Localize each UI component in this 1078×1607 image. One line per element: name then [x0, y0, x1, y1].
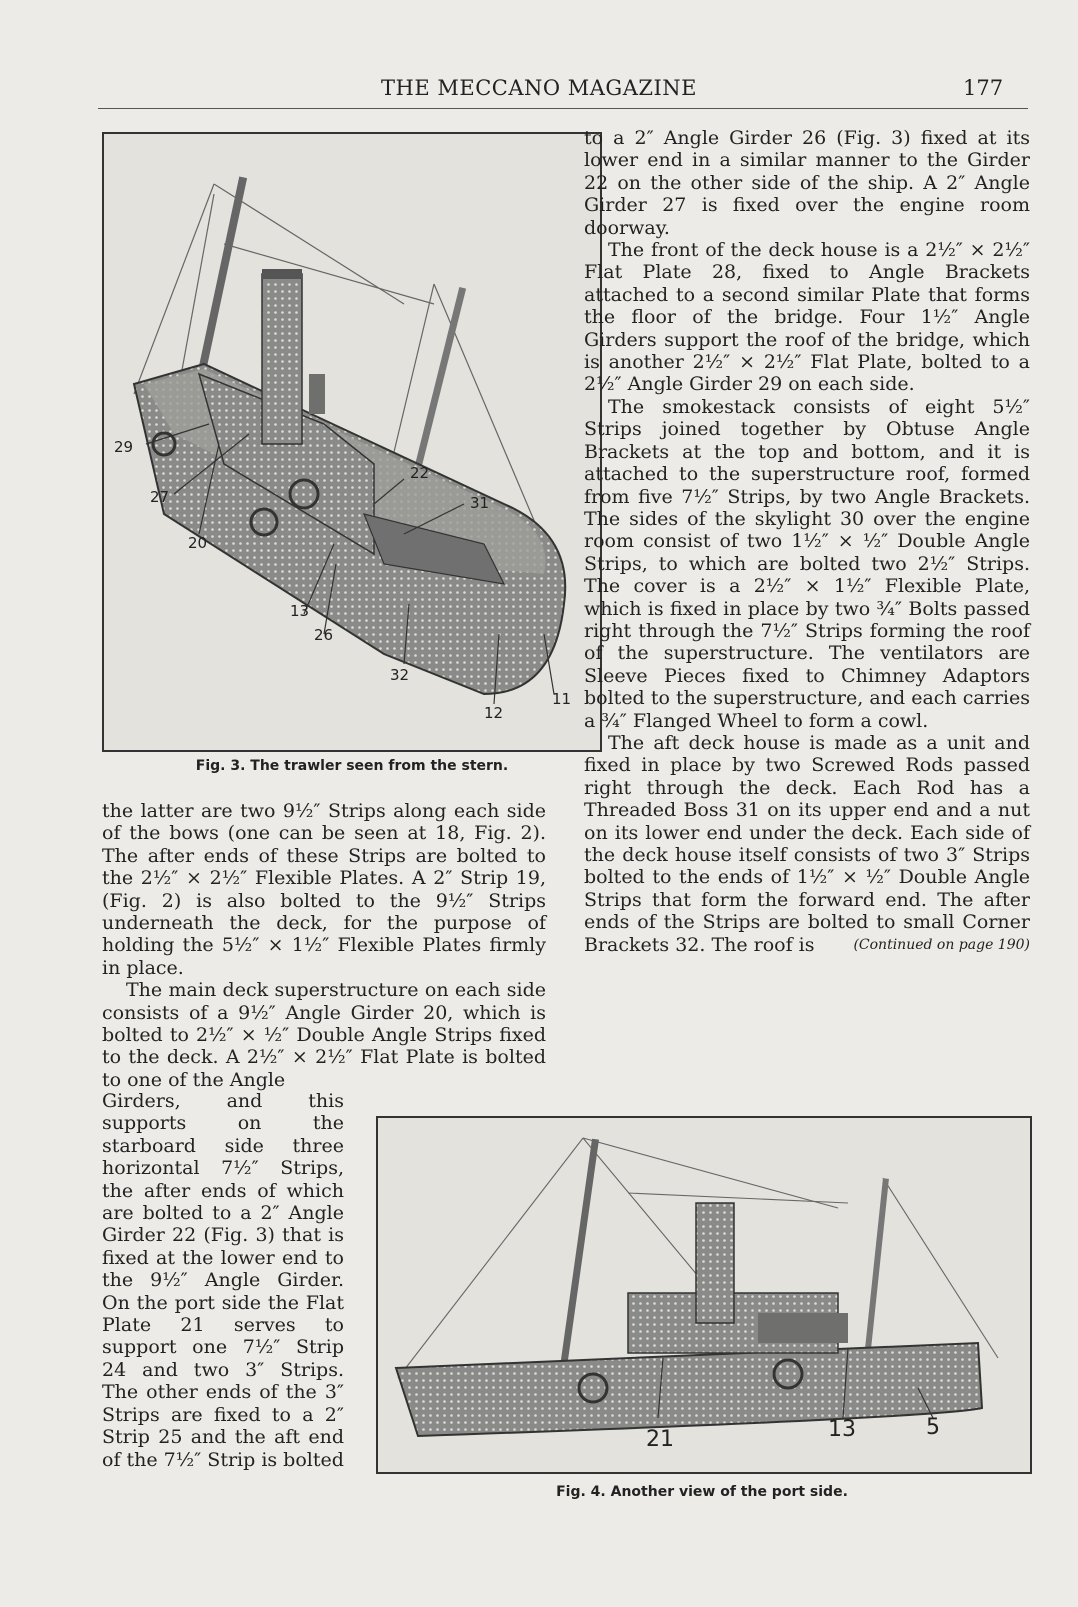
left-paragraph-2: The main deck superstructure on each side consists of a 9½″ Angle Girder 20, which is bolted to 2½″ × ½″ Double Angle Strips fixed to the deck. A 2½″ × 2½″ Flat Plate is bolted to one of the Angle: [102, 979, 546, 1091]
continued-note: (Continued on page 190): [853, 936, 1030, 953]
hull: [396, 1343, 982, 1436]
figure-3-caption: Fig. 3. The trawler seen from the stern.: [195, 758, 509, 774]
fig3-label-27: 27: [150, 488, 170, 506]
left-paragraph-1: the latter are two 9½″ Strips along each side of the bows (one can be seen at 18, Fig. 2). The after ends of these Strips are bolted to the 2½″ × 2½″ Flexible Plates. A 2″ Strip 19, (Fig. 2) is also bolted to the 9½″ Strips underneath the deck, for the purpose of holding the 5½″ × 1½″ Flexible Plates firmly in place.: [102, 800, 546, 979]
figure-4-photo: [376, 1116, 1032, 1474]
fig3-label-20: 20: [188, 534, 208, 552]
smokestack-cap: [262, 269, 302, 279]
left-column: [102, 800, 546, 1091]
smokestack: [696, 1203, 734, 1323]
ventilator: [309, 374, 325, 414]
right-paragraph-2: The front of the deck house is a 2½″ × 2½″ Flat Plate 28, fixed to Angle Brackets attached to a second similar Plate that forms the floor of the bridge. Four 1½″ Angle Girders support the roof of the bridge, which is another 2½″ × 2½″ Flat Plate, bolted to a 2½″ Angle Girder 29 on each side.: [584, 239, 1030, 396]
right-paragraph-1: to a 2″ Angle Girder 26 (Fig. 3) fixed at its lower end in a similar manner to the Girder 22 on the other side of the ship. A 2″ Angle Girder 27 is fixed over the engine room doorway.: [584, 127, 1030, 239]
fig3-label-31: 31: [470, 494, 490, 512]
fig4-label-13: 13: [828, 1417, 856, 1442]
smokestack: [262, 274, 302, 444]
fig3-label-22: 22: [410, 464, 430, 482]
fig3-label-13: 13: [290, 602, 310, 620]
fig3-label-32: 32: [390, 666, 410, 684]
lower-left-column: [102, 1090, 344, 1471]
right-paragraph-4: [584, 732, 1030, 956]
page-number: 177: [963, 76, 1004, 100]
right-paragraph-3: The smokestack consists of eight 5½″ Strips joined together by Obtuse Angle Brackets at the top and bottom, and it is attached to the superstructure roof, formed from five 7½″ Strips, by two Angle Brackets. The sides of the skylight 30 over the engine room consist of two 1½″ × ½″ Double Angle Strips, to which are bolted two 2½″ Strips. The cover is a 2½″ × 1½″ Flexible Plate, which is fixed in place by two ¾″ Bolts passed right through the 7½″ Strips forming the roof of the superstructure. The ventilators are Sleeve Pieces fixed to Chimney Adaptors bolted to the superstructure, and each carries a ¾″ Flanged Wheel to form a cowl.: [584, 395, 1030, 732]
fig3-label-12: 12: [484, 704, 504, 722]
figure-4-caption: Fig. 4. Another view of the port side.: [556, 1484, 848, 1500]
trawler-stern-illustration: [104, 134, 600, 750]
trawler-port-side-illustration: [378, 1118, 1030, 1472]
figure-3-photo: [102, 132, 602, 752]
header-rule: [98, 108, 1028, 109]
fig3-label-26: 26: [314, 626, 334, 644]
aft-deck-house: [758, 1313, 848, 1343]
fig3-label-29: 29: [114, 438, 134, 456]
lower-left-paragraph: Girders, and this supports on the starboard side three horizontal 7½″ Strips, the after ends of which are bolted to a 2″ Angle Girder 22 (Fig. 3) that is fixed at the lower end to the 9½″ Angle Girder. On the port side the Flat Plate 21 serves to support one 7½″ Strip 24 and two 3″ Strips. The other ends of the 3″ Strips are fixed to a 2″ Strip 25 and the aft end of the 7½″ Strip is bolted: [102, 1090, 344, 1471]
right-paragraph-4-text: The aft deck house is made as a unit and fixed in place by two Screwed Rods passed right through the deck. Each Rod has a Threaded Boss 31 on its upper end and a nut on its lower end under the deck. Each side of the deck house itself consists of two 3″ Strips bolted to the ends of 1½″ × ½″ Double Angle Strips that form the forward end. The after ends of the Strips are bolted to small Corner Brackets 32. The roof is: [584, 731, 1030, 956]
fore-mast: [560, 1139, 599, 1368]
magazine-title: THE MECCANO MAGAZINE: [381, 76, 697, 100]
fig4-label-21: 21: [646, 1427, 674, 1452]
aft-mast: [863, 1178, 889, 1368]
fig3-label-11: 11: [552, 690, 572, 708]
right-column: [584, 127, 1030, 956]
fig4-label-5: 5: [926, 1415, 940, 1440]
